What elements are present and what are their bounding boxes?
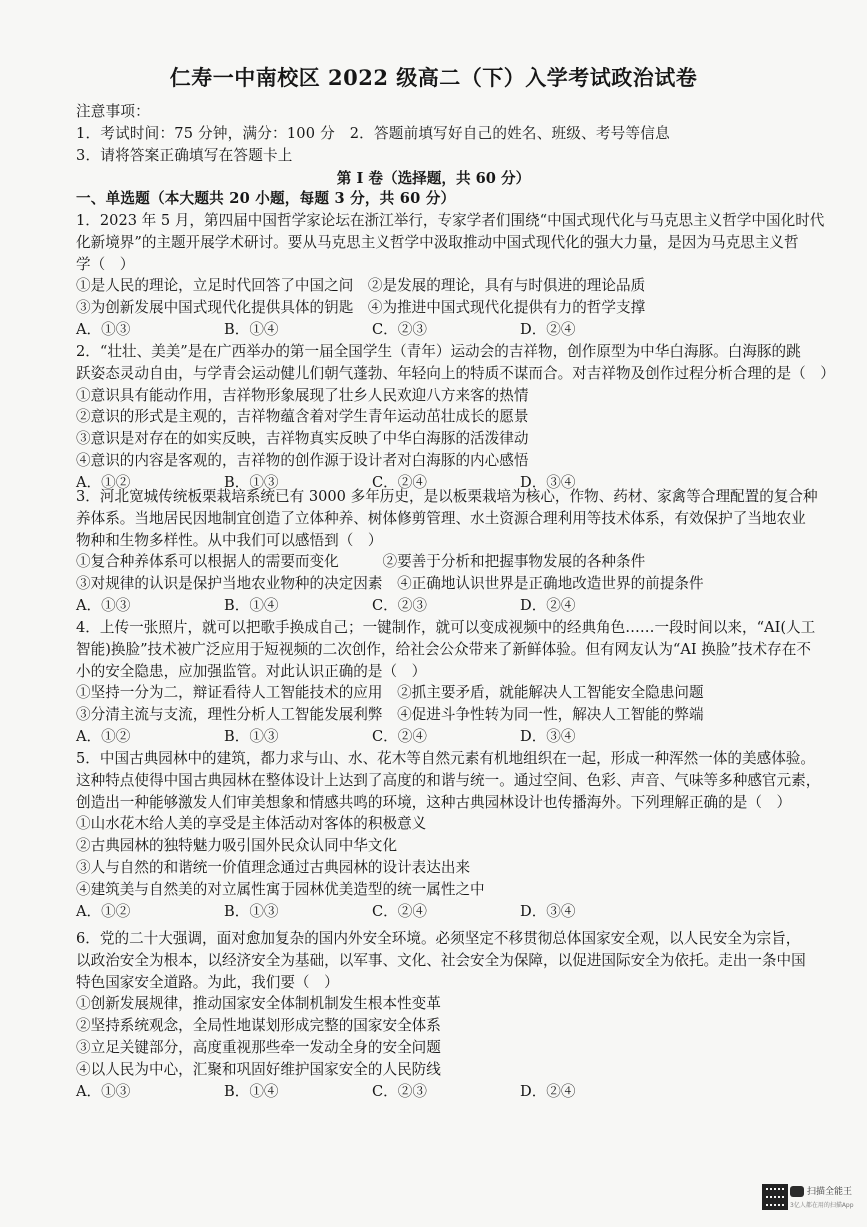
option-c: C．②③ — [372, 596, 427, 614]
option-b: B．①③ — [224, 902, 279, 920]
question-line: ③对规律的认识是保护当地农业物种的决定因素 ④正确地认识世界是正确地改造世界的前提条件 — [76, 575, 704, 593]
option-d: D．③④ — [520, 473, 576, 491]
question-line: 3．河北宽城传统板栗栽培系统已有 3000 多年历史，是以板栗栽培为核心，作物、药材、家禽等合理配置的复合种 — [76, 488, 818, 505]
answer-options — [76, 726, 686, 748]
option-a: A．①② — [76, 902, 131, 920]
question-line: ③为创新发展中国式现代化提供具体的钥匙 ④为推进中国式现代化提供有力的哲学支撑 — [76, 299, 646, 317]
option-b: B．①③ — [224, 727, 279, 745]
question-line: 跃姿态灵动自由，与学青会运动健儿们朝气蓬勃、年轻向上的特质不谋而合。对吉祥物及创作过程分析合理的是（ ） — [76, 364, 835, 382]
question-line: ③意识是对存在的如实反映，吉祥物真实反映了中华白海豚的活泼律动 — [76, 430, 529, 448]
notes-line-1: 1．考试时间：75 分钟，满分：100 分 2．答题前填写好自己的姓名、班级、考号等信息 — [76, 125, 670, 142]
question-line: ②坚持系统观念，全局性地谋划形成完整的国家安全体系 — [76, 1017, 441, 1035]
question-line: ①是人民的理论，立足时代回答了中国之问 ②是发展的理论，具有与时俱进的理论品质 — [76, 277, 646, 295]
section-title: 第 I 卷（选择题，共 60 分） — [336, 170, 531, 187]
option-c: C．②④ — [372, 902, 427, 920]
question-line: 学（ ） — [76, 255, 135, 273]
option-a: A．①③ — [76, 1082, 131, 1100]
question-line: 养体系。当地居民因地制宜创造了立体种养、树体修剪管理、水土资源合理利用等技术体系，有效保护了当地农业 — [76, 509, 806, 527]
question-2 — [76, 341, 835, 494]
option-c: C．②③ — [372, 320, 427, 338]
option-a: A．①③ — [76, 596, 131, 614]
option-a: A．①② — [76, 727, 131, 745]
question-line: 化新境界”的主题开展学术研讨。要从马克思主义哲学中汲取推动中国式现代化的强大力量，是因为马克思主义哲 — [76, 233, 799, 251]
question-line: 2．“壮壮、美美”是在广西举办的第一届全国学生（青年）运动会的吉祥物，创作原型为中华白海豚。白海豚的跳 — [76, 343, 801, 360]
exam-title: 仁寿一中南校区 2022 级高二（下）入学考试政治试卷 — [169, 65, 698, 90]
question-line: ④建筑美与自然美的对立属性寓于园林优美造型的统一属性之中 — [76, 880, 485, 898]
question-line: ①创新发展规律，推动国家安全体制机制发生根本性变革 — [76, 995, 441, 1013]
question-3 — [76, 486, 816, 617]
option-b: B．①④ — [224, 320, 279, 338]
question-line: 智能)换脸”技术被广泛应用于短视频的二次创作，给社会公众带来了新鲜体验。但有网友认为“AI 换脸”技术存在不 — [76, 640, 811, 658]
qr-code-icon — [762, 1184, 788, 1210]
question-line: 这种特点使得中国古典园林在整体设计上达到了高度的和谐与统一。通过空间、色彩、声音、气味等多种感官元素， — [76, 771, 821, 789]
question-line: ①山水花木给人美的享受是主体活动对客体的积极意义 — [76, 815, 427, 833]
question-line: 物种和生物多样性。从中我们可以感悟到（ ） — [76, 531, 383, 549]
answer-options — [76, 319, 686, 341]
option-a: A．①② — [76, 473, 131, 491]
option-a: A．①③ — [76, 320, 131, 338]
answer-options — [76, 901, 686, 923]
option-b: B．①④ — [224, 1082, 279, 1100]
question-line: 1．2023 年 5 月，第四届中国哲学家论坛在浙江举行，专家学者们围绕“中国式现代化与马克思主义哲学中国化时代 — [76, 212, 825, 229]
question-line: ①复合种养体系可以根据人的需要而变化 ②要善于分析和把握事物发展的各种条件 — [76, 553, 646, 571]
scanner-brand: 扫描全能王 — [807, 1187, 853, 1197]
question-line: ①意识具有能动作用，吉祥物形象展现了壮乡人民欢迎八方来客的热情 — [76, 386, 529, 404]
question-line: ④以人民为中心，汇聚和巩固好维护国家安全的人民防线 — [76, 1060, 441, 1078]
scanner-logo-icon — [790, 1186, 804, 1197]
question-line: ②意识的形式是主观的，吉祥物蕴含着对学生青年运动茁壮成长的愿景 — [76, 408, 529, 426]
option-c: C．②④ — [372, 727, 427, 745]
option-b: B．①③ — [224, 473, 279, 491]
option-b: B．①④ — [224, 596, 279, 614]
question-line: ③人与自然的和谐统一价值理念通过古典园林的设计表达出来 — [76, 858, 471, 876]
question-line: ③分清主流与支流，理性分析人工智能发展利弊 ④促进斗争性转为同一性，解决人工智能的弊端 — [76, 706, 704, 724]
question-line: 4．上传一张照片，就可以把歌手换成自己；一键制作，就可以变成视频中的经典角色……一段时间以来，“AI(人工 — [76, 619, 816, 636]
question-line: ①坚持一分为二，辩证看待人工智能技术的应用 ②抓主要矛盾，就能解决人工智能安全隐患问题 — [76, 684, 704, 702]
question-line: ②古典园林的独特魅力吸引国外民众认同中华文化 — [76, 837, 398, 855]
option-d: D．②④ — [520, 596, 576, 614]
answer-options — [76, 1081, 686, 1103]
question-line: 以政治安全为根本，以经济安全为基础，以军事、文化、社会安全为保障，以促进国际安全为依托。走出一条中国 — [76, 951, 806, 969]
question-line: 6．党的二十大强调，面对愈加复杂的国内外安全环境。必须坚定不移贯彻总体国家安全观，以人民安全为宗旨， — [76, 930, 801, 947]
question-line: 5．中国古典园林中的建筑，都力求与山、水、花木等自然元素有机地组织在一起，形成一种浑然一体的美感体验。 — [76, 750, 815, 767]
notes-line-2: 3．请将答案正确填写在答题卡上 — [76, 147, 293, 164]
option-d: D．③④ — [520, 727, 576, 745]
question-4 — [76, 617, 816, 748]
option-d: D．②④ — [520, 1082, 576, 1100]
question-line: 创造出一种能够激发人们审美想象和情感共鸣的环境，这种古典园林设计也传播海外。下列理解正确的是（ ） — [76, 793, 792, 811]
option-c: C．②④ — [372, 473, 427, 491]
answer-options — [76, 595, 686, 617]
scanner-tagline: 3亿人都在用的扫描App — [790, 1202, 854, 1209]
option-d: D．②④ — [520, 320, 576, 338]
question-line: 小的安全隐患，应加强监管。对此认识正确的是（ ） — [76, 662, 427, 680]
part-title: 一、单选题（本大题共 20 小题，每题 3 分，共 60 分） — [76, 190, 456, 207]
question-line: ③立足关键部分，高度重视那些牵一发动全身的安全问题 — [76, 1038, 441, 1056]
question-5 — [76, 748, 821, 922]
notes-heading: 注意事项： — [76, 103, 150, 120]
question-line: ④意识的内容是客观的，吉祥物的创作源于设计者对白海豚的内心感悟 — [76, 451, 529, 469]
option-d: D．③④ — [520, 902, 576, 920]
question-line: 特色国家安全道路。为此，我们要（ ） — [76, 973, 339, 991]
option-c: C．②③ — [372, 1082, 427, 1100]
question-1 — [76, 210, 825, 341]
question-6 — [76, 928, 816, 1102]
